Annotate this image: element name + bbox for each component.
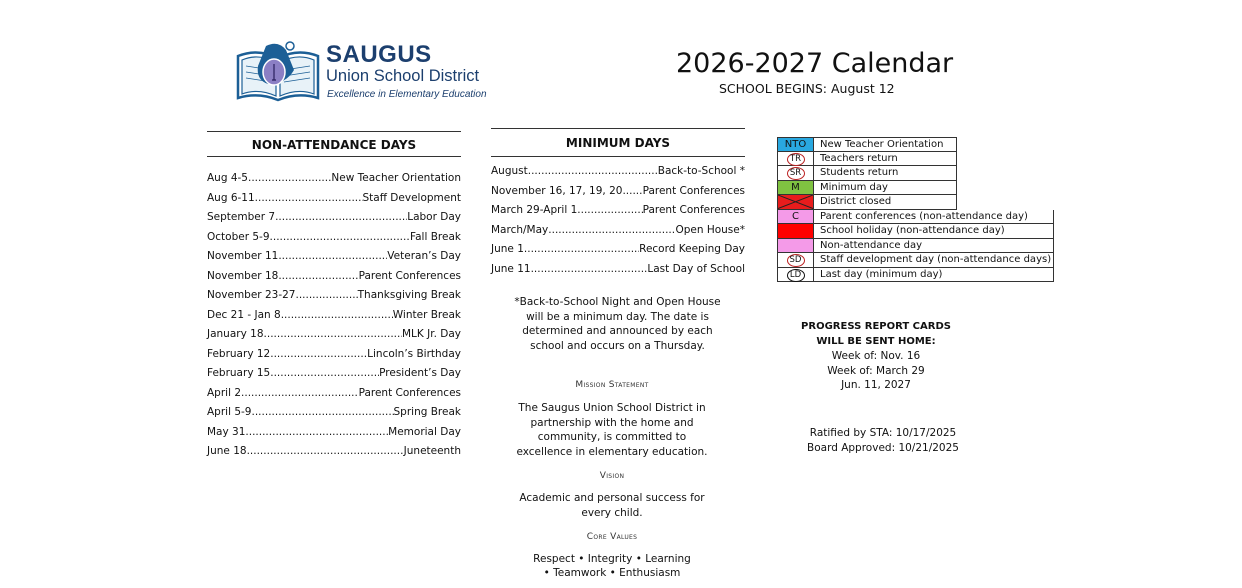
dot-leader: [295, 286, 357, 306]
district-subtitle: Union School District: [326, 67, 480, 85]
item-date: November 11: [207, 250, 279, 262]
core-values-line2: • Teamwork • Enthusiasm: [543, 567, 681, 579]
item-date: October 5-9: [207, 230, 270, 243]
item-event: Last Day of School: [647, 262, 745, 275]
legend-label: Parent conferences (non-attendance day): [813, 210, 1054, 225]
core-values-text: [515, 552, 709, 580]
dot-leader: [278, 267, 358, 287]
item-date: September 7: [207, 211, 276, 223]
item-event: Open House*: [675, 223, 745, 236]
list-item: [207, 169, 461, 189]
progress-date: Week of: Nov. 16: [831, 350, 921, 362]
list-item: [207, 306, 461, 326]
district-tagline: Excellence in Elementary Education: [327, 89, 487, 100]
dot-leader: [278, 247, 387, 267]
approval-section: [783, 426, 983, 455]
legend-swatch: [777, 195, 813, 210]
legend-label: Last day (minimum day): [813, 268, 1054, 283]
item-date: August: [491, 165, 528, 177]
list-item: [207, 247, 461, 267]
ratified-text: Ratified by STA: 10/17/2025: [809, 427, 957, 439]
non-attendance-section: [207, 131, 461, 462]
dot-leader: [245, 423, 388, 443]
item-event: Spring Break: [393, 406, 461, 418]
legend-row: [777, 195, 1054, 210]
progress-heading-2: WILL BE SENT HOME:: [816, 335, 936, 347]
legend-symbol: M: [791, 181, 800, 193]
legend-row: [777, 253, 1054, 268]
legend-label: Minimum day: [813, 181, 957, 196]
book-bell-icon: [236, 40, 320, 104]
legend-label: District closed: [813, 195, 957, 210]
legend-swatch: [777, 224, 813, 239]
minimum-days-note: *Back-to-School Night and Open House will be a minimum day. The date is determined and announced by each school and occurs on a Thursday.: [514, 296, 721, 352]
item-event: Staff Development: [362, 191, 461, 204]
legend-circle-symbol: SD: [787, 254, 805, 267]
legend-row: [777, 210, 1054, 225]
legend-swatch: [777, 210, 813, 225]
legend-row: [777, 166, 1054, 181]
non-attendance-list: [207, 169, 461, 462]
item-event: Lincoln’s Birthday: [367, 347, 461, 360]
legend-swatch: [777, 253, 813, 268]
legend-label: Staff development day (non-attendance days): [813, 253, 1054, 268]
list-item: [207, 189, 461, 209]
item-event: President’s Day: [379, 367, 461, 379]
legend: [777, 137, 1054, 282]
core-values-line1: Respect • Integrity • Learning: [533, 553, 691, 565]
dot-leader: [252, 403, 394, 423]
item-event: Thanksgiving Break: [357, 289, 461, 301]
legend-row: [777, 239, 1054, 254]
list-item: [491, 162, 745, 182]
district-logo: [236, 40, 496, 106]
item-event: Winter Break: [392, 308, 461, 321]
item-date: November 23-27: [207, 289, 296, 301]
item-date: March 29-April 1: [491, 204, 578, 216]
progress-date: Jun. 11, 2027: [841, 379, 911, 391]
item-date: June 1: [491, 243, 524, 255]
legend-label: New Teacher Orientation: [813, 137, 957, 152]
legend-label: School holiday (non-attendance day): [813, 224, 1054, 239]
item-date: June 11: [491, 262, 531, 275]
dot-leader: [247, 442, 404, 462]
list-item: [207, 403, 461, 423]
school-begins: SCHOOL BEGINS: August 12: [719, 81, 895, 96]
legend-row: [777, 224, 1054, 239]
legend-swatch: [777, 239, 813, 254]
minimum-days-heading: MINIMUM DAYS: [491, 128, 745, 157]
item-date: Dec 21 - Jan 8: [207, 308, 281, 321]
item-event: Memorial Day: [388, 425, 461, 438]
item-event: Parent Conferences: [642, 204, 745, 216]
item-event: MLK Jr. Day: [402, 328, 461, 340]
list-item: [207, 208, 461, 228]
list-item: [491, 240, 745, 260]
list-item: [491, 260, 745, 280]
legend-row: [777, 152, 1054, 167]
legend-symbol: NTO: [784, 139, 807, 150]
legend-swatch: [777, 268, 813, 283]
dot-leader: [270, 364, 379, 384]
non-attendance-heading: NON-ATTENDANCE DAYS: [207, 131, 461, 157]
item-event: Back-to-School *: [657, 165, 745, 177]
board-approved-text: Board Approved: 10/21/2025: [807, 441, 959, 454]
item-event: Juneteenth: [403, 445, 461, 457]
item-date: February 15: [207, 367, 271, 379]
item-date: April 5-9: [207, 406, 252, 418]
progress-heading-1: PROGRESS REPORT CARDS: [801, 321, 951, 332]
list-item: [207, 345, 461, 365]
progress-report-section: [780, 320, 972, 393]
item-event: Parent Conferences: [358, 386, 461, 399]
item-event: Fall Break: [410, 230, 461, 243]
dot-leader: [270, 228, 411, 248]
minimum-days-section: [491, 128, 745, 279]
list-item: [207, 228, 461, 248]
list-item: [207, 384, 461, 404]
dot-leader: [524, 240, 639, 260]
item-date: May 31: [207, 425, 246, 438]
item-event: Record Keeping Day: [639, 243, 745, 255]
legend-circle-symbol: SR: [787, 167, 805, 180]
item-date: Aug 6-11: [207, 191, 255, 204]
item-date: November 16, 17, 19, 20: [491, 184, 623, 197]
list-item: [207, 325, 461, 345]
item-date: March/May: [491, 223, 549, 236]
item-date: November 18: [207, 269, 279, 282]
list-item: [207, 423, 461, 443]
item-date: April 2: [207, 386, 242, 399]
item-event: Veteran’s Day: [387, 250, 461, 262]
dot-leader: [248, 169, 331, 189]
dot-leader: [275, 208, 407, 228]
dot-leader: [255, 189, 363, 209]
core-values-heading: Core Values: [586, 532, 638, 542]
legend-circle-symbol: TR: [787, 153, 805, 166]
legend-circle-symbol: LD: [787, 269, 805, 282]
dot-leader: [528, 162, 658, 182]
progress-date: Week of: March 29: [827, 364, 925, 377]
item-event: Parent Conferences: [358, 269, 461, 282]
mission-text: The Saugus Union School District in partnership with the home and community, is committed to excellence in elementary education.: [516, 402, 708, 458]
item-event: Labor Day: [407, 211, 461, 223]
item-date: January 18: [207, 328, 264, 340]
dot-leader: [577, 201, 642, 221]
legend-row: [777, 268, 1054, 283]
legend-row: [777, 137, 1054, 152]
dot-leader: [622, 182, 642, 202]
legend-swatch: [777, 166, 813, 181]
legend-label: Non-attendance day: [813, 239, 1054, 254]
legend-swatch: [777, 181, 813, 196]
district-name: SAUGUS: [326, 41, 432, 68]
list-item: [207, 442, 461, 462]
list-item: [491, 182, 745, 202]
legend-swatch: [777, 137, 813, 152]
list-item: [491, 201, 745, 221]
list-item: [207, 364, 461, 384]
item-date: Aug 4-5: [207, 172, 248, 184]
dot-leader: [264, 325, 402, 345]
legend-row: [777, 181, 1054, 196]
legend-symbol: C: [792, 210, 799, 222]
legend-label: Students return: [813, 166, 957, 181]
item-event: Parent Conferences: [642, 184, 745, 197]
item-event: New Teacher Orientation: [331, 172, 461, 184]
mission-heading: Mission Statement: [575, 380, 649, 390]
item-date: February 12: [207, 347, 271, 360]
dot-leader: [548, 221, 675, 241]
dot-leader: [281, 306, 393, 326]
calendar-title: 2026-2027 Calendar: [676, 48, 954, 79]
dot-leader: [531, 260, 648, 280]
legend-swatch: [777, 152, 813, 167]
x-mark-icon: [778, 195, 813, 209]
list-item: [491, 221, 745, 241]
list-item: [207, 267, 461, 287]
vision-heading: Vision: [599, 471, 625, 481]
legend-label: Teachers return: [813, 152, 957, 167]
dot-leader: [270, 345, 367, 365]
minimum-days-list: [491, 162, 745, 279]
dot-leader: [241, 384, 359, 404]
item-date: June 18: [207, 445, 247, 457]
vision-text: Academic and personal success for every child.: [519, 492, 705, 519]
list-item: [207, 286, 461, 306]
